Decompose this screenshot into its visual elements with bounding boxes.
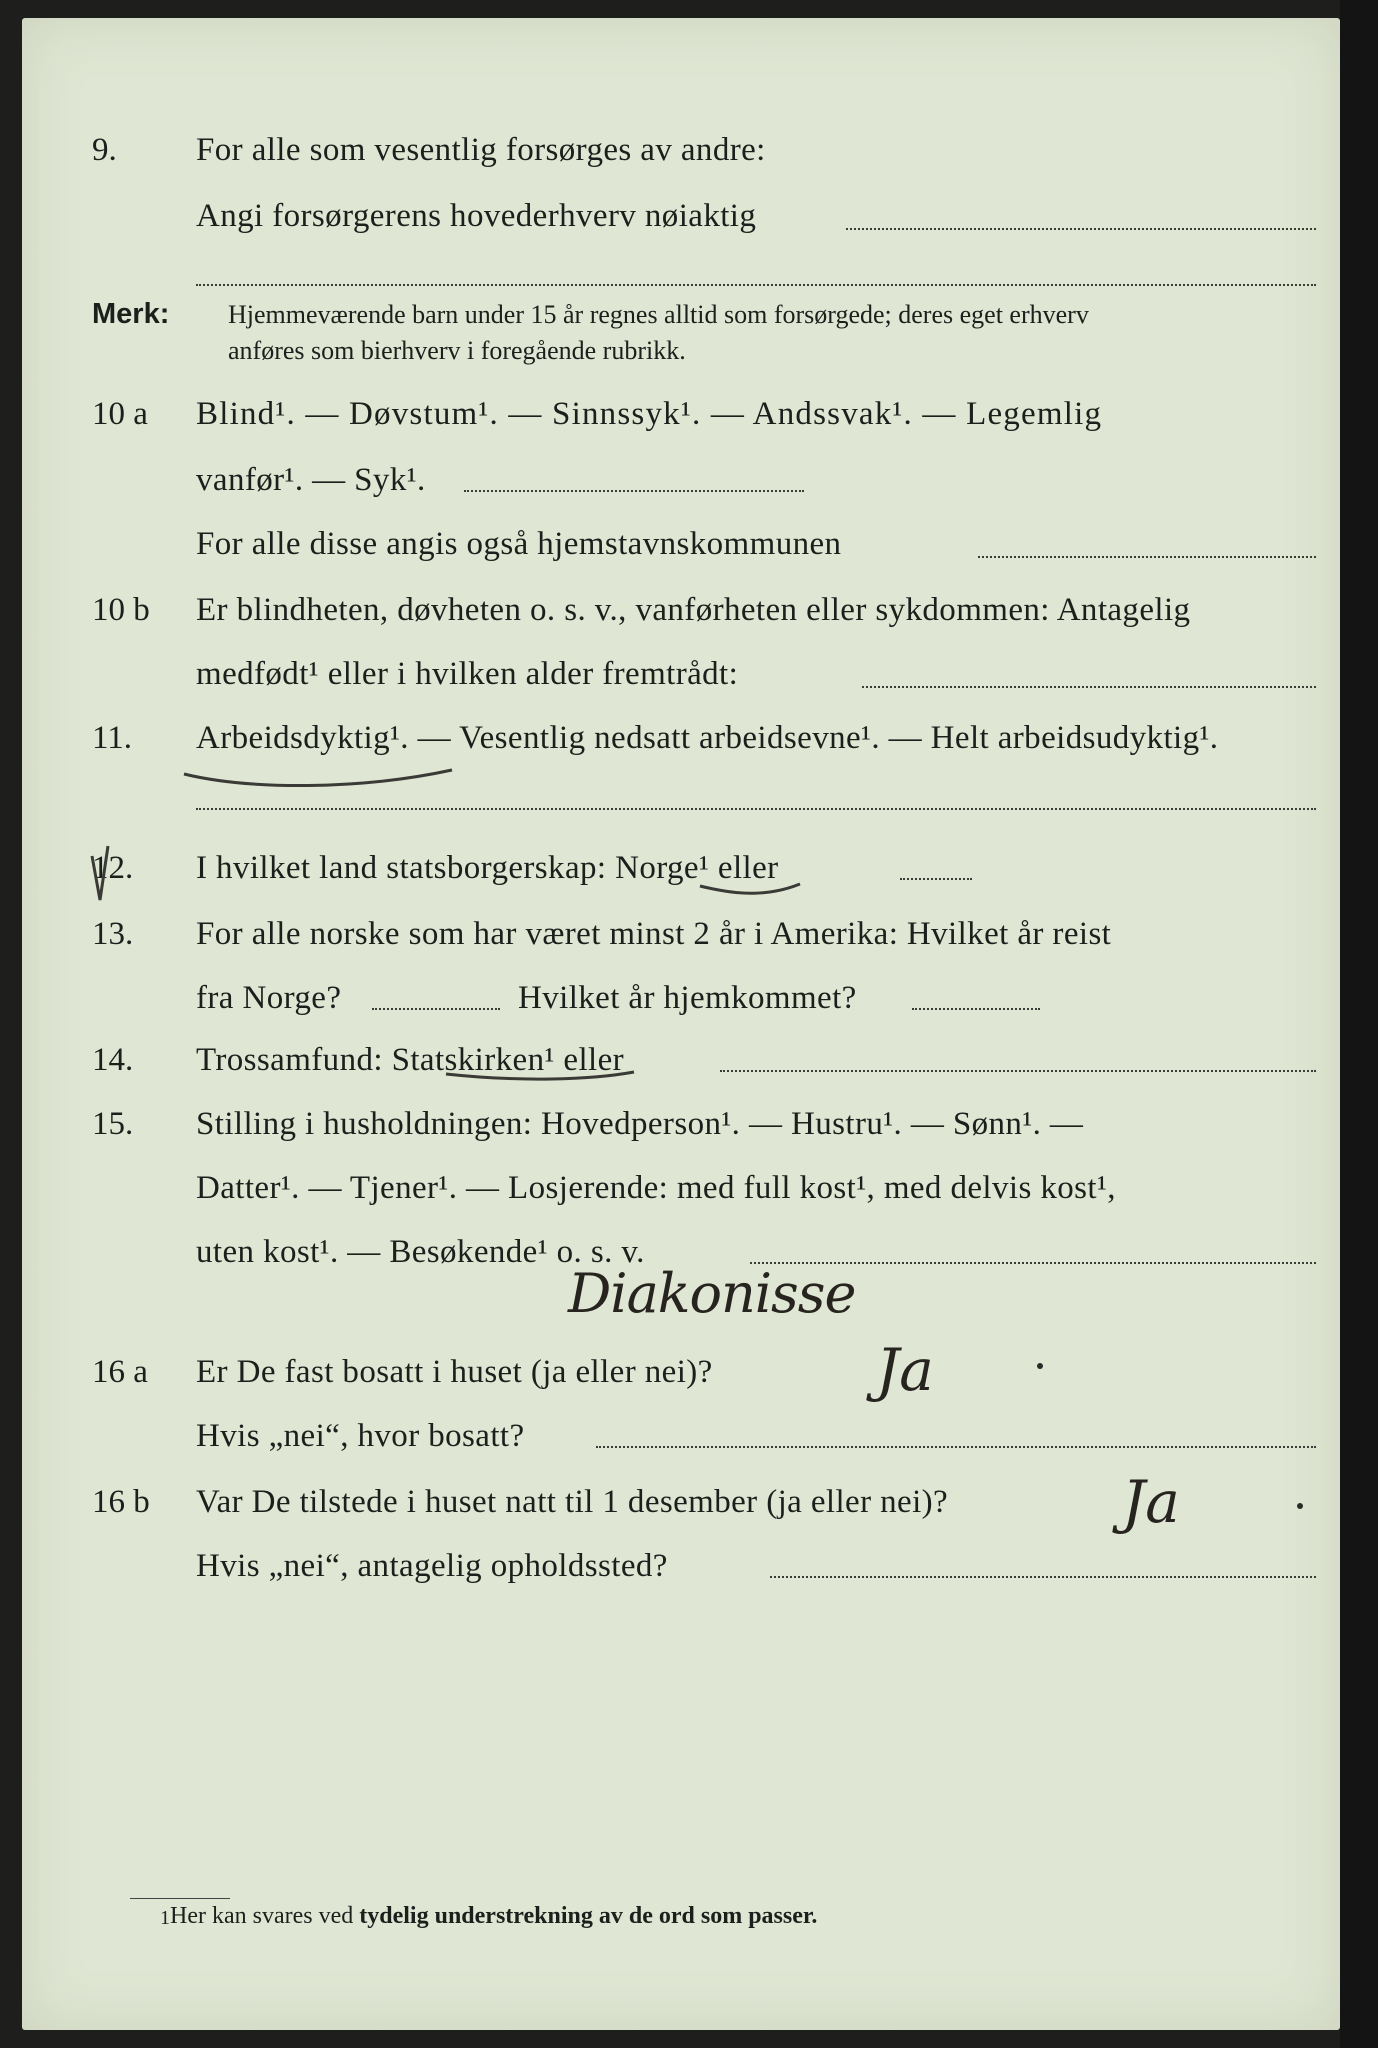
q16b-number: 16 b (92, 1484, 150, 1520)
note-label: Merk: (92, 298, 170, 330)
dot-mark-2 (1297, 1503, 1303, 1509)
q10a-text-line2: vanfør¹. — Syk¹. (196, 462, 426, 498)
q9-text-line1: For alle som vesentlig forsørges av andre: (196, 132, 766, 168)
q16b-handwritten-answer: Ja (1122, 1468, 1180, 1536)
underline-statskirken (446, 1072, 634, 1079)
q16a-text-line2: Hvis „nei“, hvor bosatt? (196, 1418, 525, 1454)
check-mark-icon (92, 846, 108, 900)
footnote-mark: 1 (160, 1907, 170, 1929)
footnote-text-bold: tydelig understrekning av de ord som passer. (359, 1903, 818, 1929)
q10b-text-line1: Er blindheten, døvheten o. s. v., vanførheten eller sykdommen: Antagelig (196, 592, 1191, 628)
note-text-line1: Hjemmeværende barn under 15 år regnes alltid som forsørgede; deres eget erhverv (228, 300, 1089, 329)
q14-number: 14. (92, 1042, 134, 1078)
q11-text-line1: Arbeidsdyktig¹. — Vesentlig nedsatt arbeidsevne¹. — Helt arbeidsudyktig¹. (196, 720, 1219, 756)
q16a-number: 16 a (92, 1354, 148, 1390)
q16b-text-line2: Hvis „nei“, antagelig opholdssted? (196, 1548, 668, 1584)
q10a-text-line1: Blind¹. — Døvstum¹. — Sinnssyk¹. — Andssvak¹. — Legemlig (196, 396, 1103, 432)
underline-arbeidsdyktig (184, 770, 452, 786)
note-text-line2: anføres som bierhverv i foregående rubrikk. (228, 336, 686, 365)
q10a-text-line3: For alle disse angis også hjemstavnskommunen (196, 526, 842, 562)
q16a-handwritten-answer: Ja (876, 1336, 934, 1404)
q13-text-line2b: Hvilket år hjemkommet? (518, 980, 857, 1016)
q15-text-line1: Stilling i husholdningen: Hovedperson¹. — Hustru¹. — Sønn¹. — (196, 1106, 1084, 1142)
q16a-text-line1: Er De fast bosatt i huset (ja eller nei)? (196, 1354, 713, 1390)
q10b-text-line2: medfødt¹ eller i hvilken alder fremtrådt: (196, 656, 739, 692)
q15-handwritten-answer: Diakonisse (568, 1262, 856, 1325)
q13-number: 13. (92, 916, 134, 952)
q12-text-line1: I hvilket land statsborgerskap: Norge¹ eller (196, 850, 779, 886)
q10b-number: 10 b (92, 592, 150, 628)
q10a-number: 10 a (92, 396, 148, 432)
q15-number: 15. (92, 1106, 134, 1142)
q15-text-line2: Datter¹. — Tjener¹. — Losjerende: med full kost¹, med delvis kost¹, (196, 1170, 1116, 1206)
q15-text-line3: uten kost¹. — Besøkende¹ o. s. v. (196, 1234, 645, 1270)
q11-number: 11. (92, 720, 133, 756)
q16b-text-line1: Var De tilstede i huset natt til 1 desember (ja eller nei)? (196, 1484, 949, 1520)
q9-text-line2: Angi forsørgerens hovederhverv nøiaktig (196, 198, 757, 234)
dot-mark (1037, 1363, 1043, 1369)
underline-norge (700, 884, 800, 893)
q13-text-line1: For alle norske som har været minst 2 år i Amerika: Hvilket år reist (196, 916, 1112, 952)
q13-text-line2a: fra Norge? (196, 980, 342, 1016)
q9-number: 9. (92, 132, 117, 168)
q14-text-line1: Trossamfund: Statskirken¹ eller (196, 1042, 625, 1078)
q12-number: 12. (92, 850, 134, 886)
footnote-text-plain: Her kan svares ved (170, 1903, 354, 1929)
